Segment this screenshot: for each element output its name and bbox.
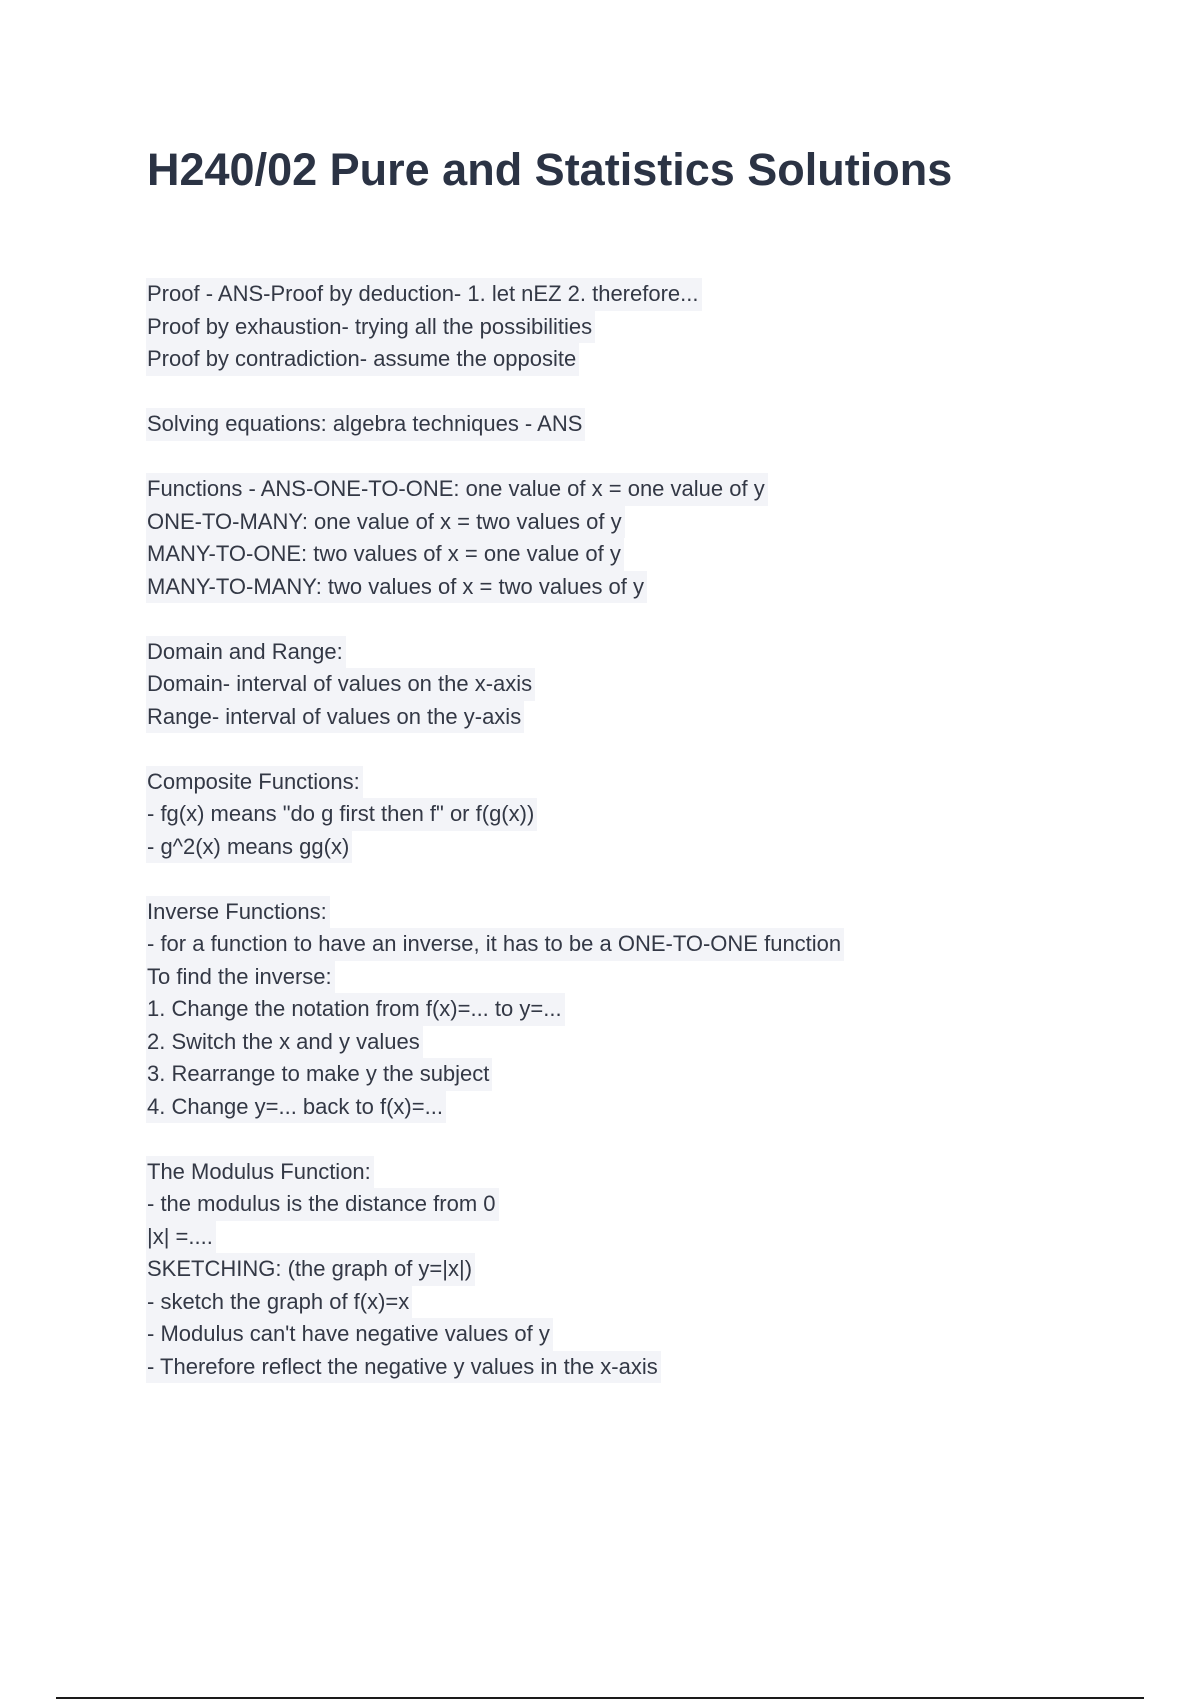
text-line: Range- interval of values on the y-axis xyxy=(146,701,524,734)
text-line: ONE-TO-MANY: one value of x = two values of y xyxy=(146,506,625,539)
text-line: - g^2(x) means gg(x) xyxy=(146,831,352,864)
text-line: 1. Change the notation from f(x)=... to y=... xyxy=(146,993,565,1026)
text-line: - Therefore reflect the negative y values in the x-axis xyxy=(146,1351,661,1384)
text-line: 4. Change y=... back to f(x)=... xyxy=(146,1091,446,1124)
text-line: - for a function to have an inverse, it has to be a ONE-TO-ONE function xyxy=(146,928,844,961)
section-proof xyxy=(146,278,1146,376)
document-body xyxy=(146,278,1146,1416)
text-line: 2. Switch the x and y values xyxy=(146,1026,423,1059)
section-solving-equations xyxy=(146,408,1146,441)
section-functions xyxy=(146,473,1146,603)
text-line: - Modulus can't have negative values of y xyxy=(146,1318,553,1351)
text-line: Proof by exhaustion- trying all the possibilities xyxy=(146,311,595,344)
section-composite-functions xyxy=(146,766,1146,864)
text-line: MANY-TO-ONE: two values of x = one value of y xyxy=(146,538,624,571)
text-line: To find the inverse: xyxy=(146,961,335,994)
text-line: - fg(x) means "do g first then f" or f(g(x)) xyxy=(146,798,537,831)
section-domain-range xyxy=(146,636,1146,734)
page-bottom-rule xyxy=(56,1697,1144,1699)
document-title: H240/02 Pure and Statistics Solutions xyxy=(147,144,953,195)
text-line: 3. Rearrange to make y the subject xyxy=(146,1058,492,1091)
text-line: Proof by contradiction- assume the opposite xyxy=(146,343,579,376)
text-line: - sketch the graph of f(x)=x xyxy=(146,1286,412,1319)
text-line: Inverse Functions: xyxy=(146,896,330,929)
text-line: The Modulus Function: xyxy=(146,1156,374,1189)
section-inverse-functions xyxy=(146,896,1146,1124)
text-line: |x| =.... xyxy=(146,1221,216,1254)
text-line: Composite Functions: xyxy=(146,766,363,799)
text-line: Functions - ANS-ONE-TO-ONE: one value of x = one value of y xyxy=(146,473,768,506)
text-line: Domain and Range: xyxy=(146,636,346,669)
text-line: Proof - ANS-Proof by deduction- 1. let nEZ 2. therefore... xyxy=(146,278,702,311)
text-line: SKETCHING: (the graph of y=|x|) xyxy=(146,1253,475,1286)
text-line: - the modulus is the distance from 0 xyxy=(146,1188,499,1221)
text-line: Domain- interval of values on the x-axis xyxy=(146,668,535,701)
text-line: MANY-TO-MANY: two values of x = two values of y xyxy=(146,571,647,604)
text-line: Solving equations: algebra techniques - ANS xyxy=(146,408,585,441)
section-modulus-function xyxy=(146,1156,1146,1384)
